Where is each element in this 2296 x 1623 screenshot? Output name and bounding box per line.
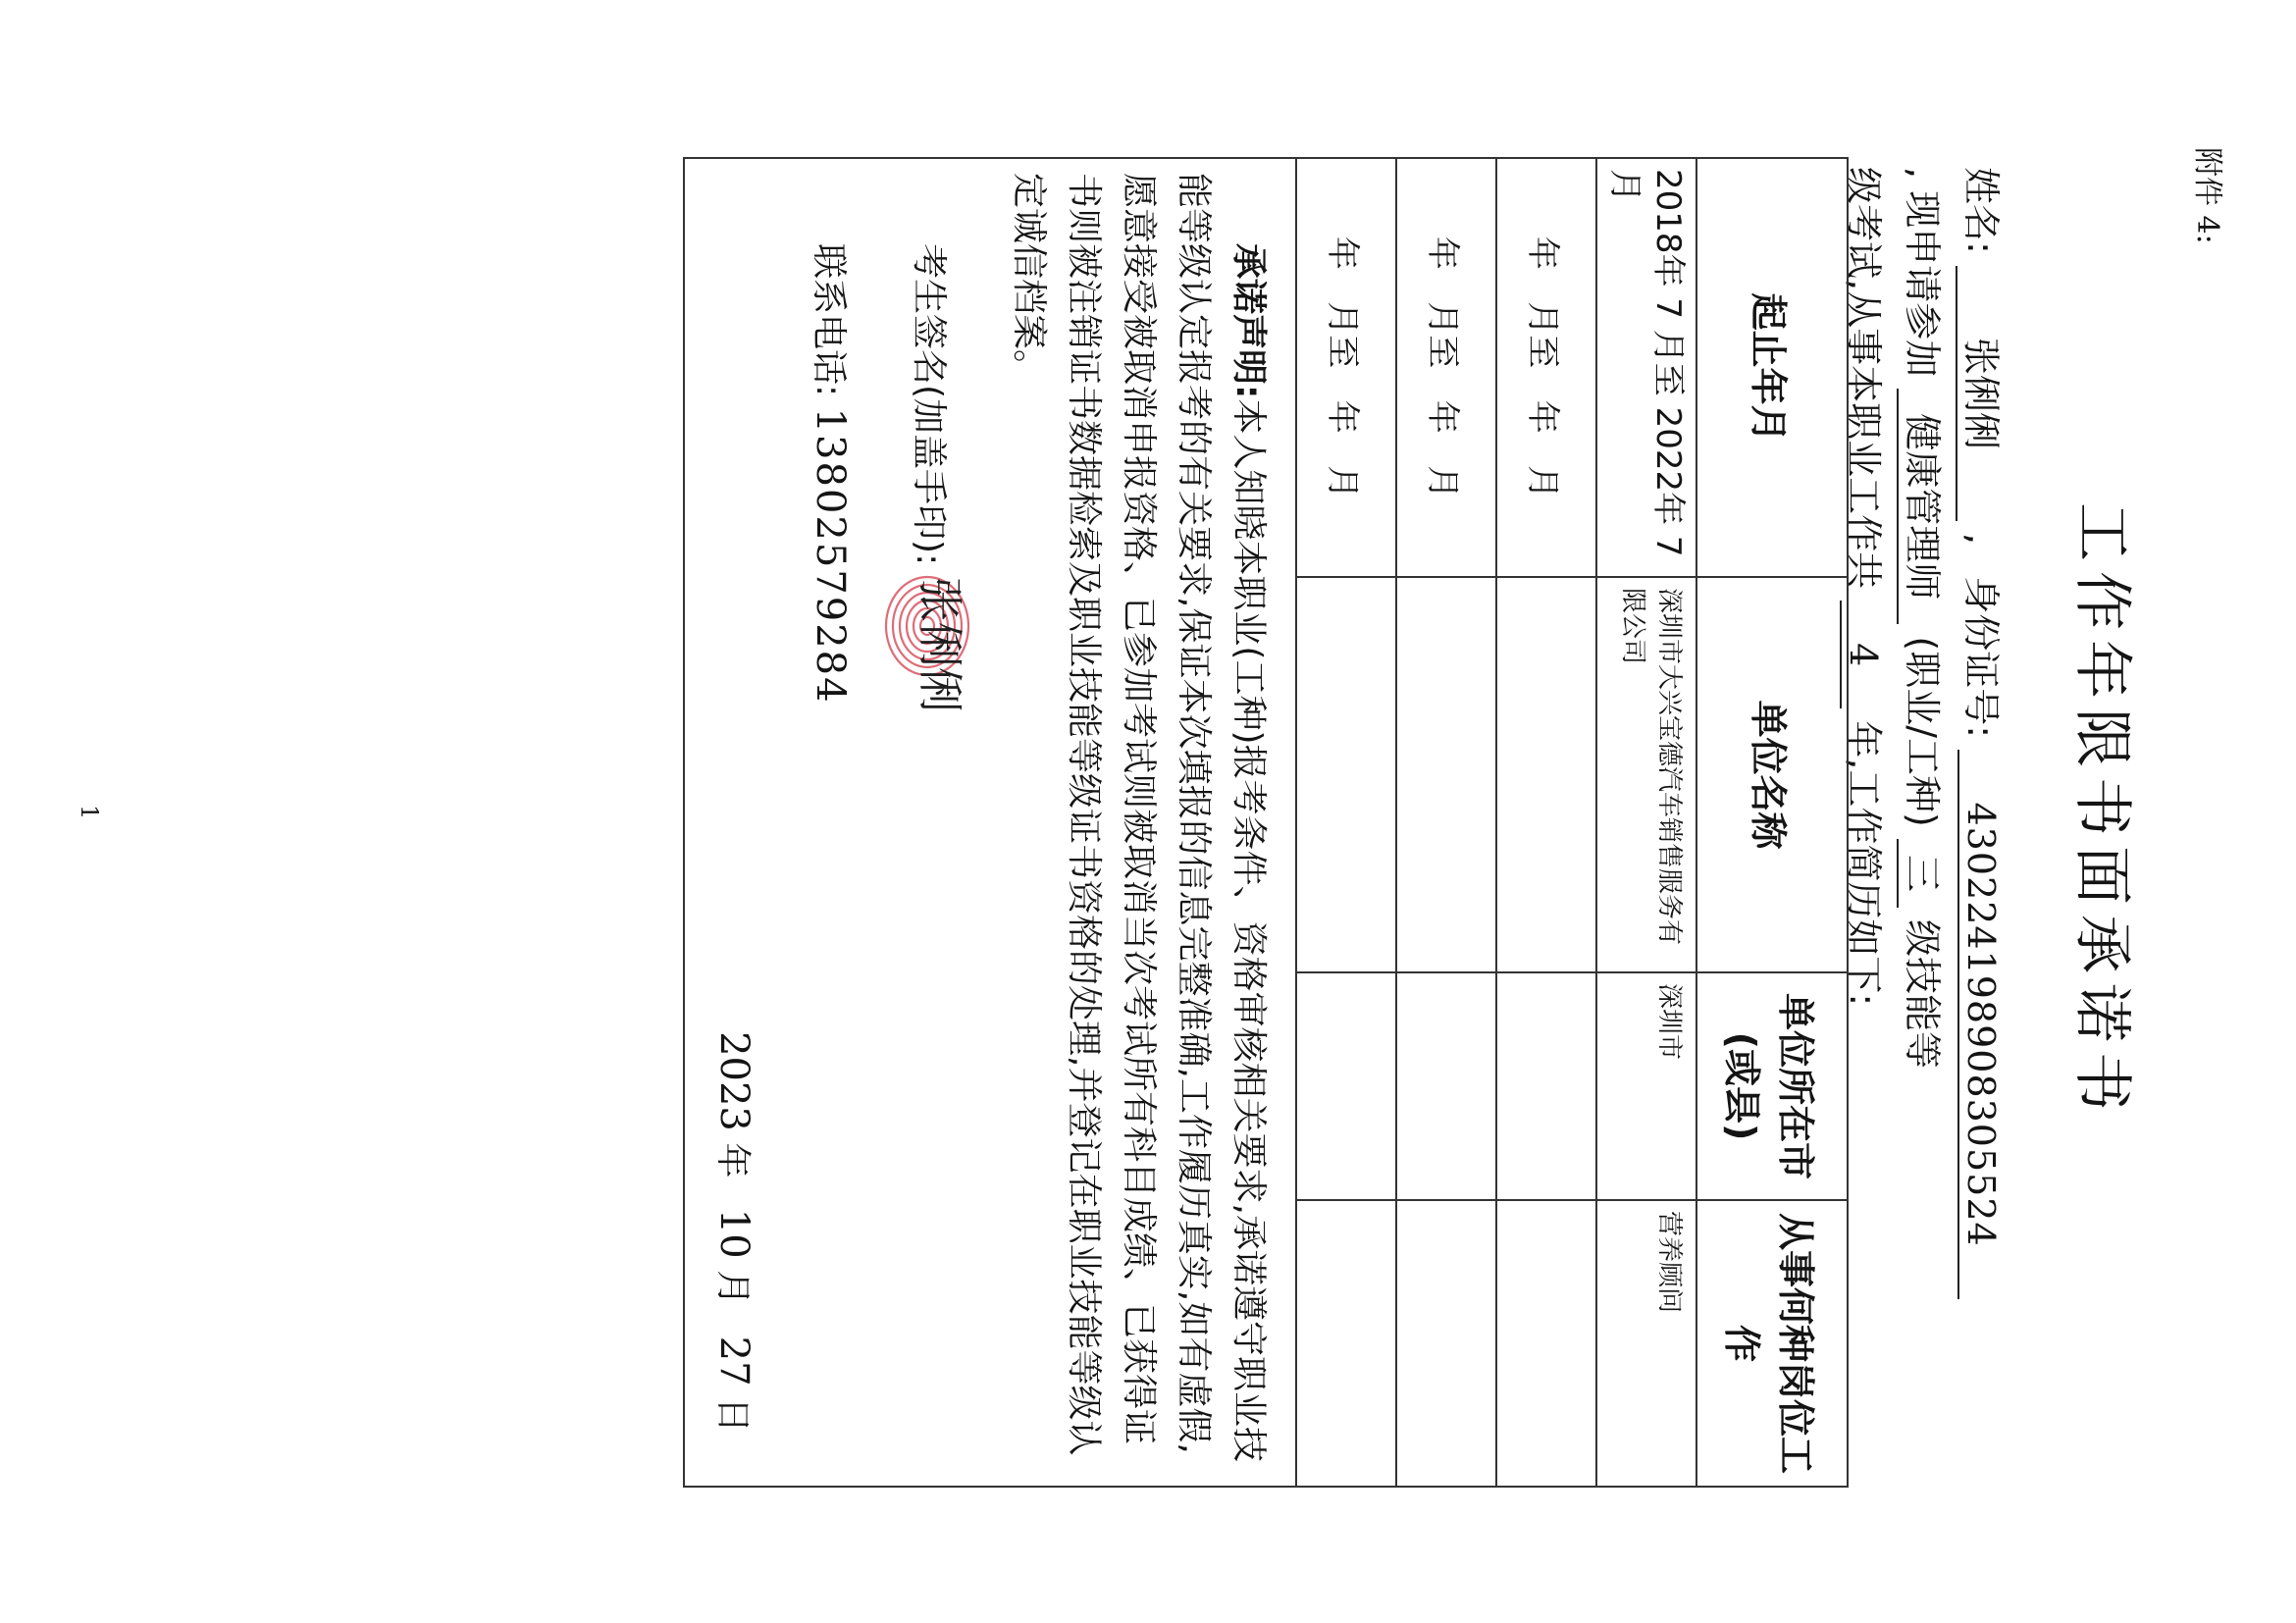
- period-cell: 2018年 7 月至 2022年 7 月: [1596, 158, 1696, 577]
- apply-prefix: 现申请参加: [1901, 190, 1944, 378]
- phone-label: 联系电话:: [808, 243, 849, 397]
- date-line: [704, 173, 761, 1472]
- statement-row: [684, 158, 1296, 1487]
- experience-prefix: 级考试,从事本职业工作共: [1842, 167, 1885, 590]
- signature-handwriting: 张俐俐: [913, 576, 966, 712]
- occupation-suffix: (职业/工种): [1901, 636, 1944, 827]
- table-row: [1496, 158, 1596, 1487]
- city-cell: [1296, 972, 1396, 1200]
- date-day: 27: [710, 1335, 757, 1387]
- signature-label: 考生签名(加盖手印):: [908, 243, 949, 566]
- period-cell: 年 月至 年 月: [1296, 158, 1396, 577]
- date-month-char: 月: [711, 1270, 753, 1306]
- table-header-row: [1696, 158, 1848, 1487]
- position-cell: [1496, 1200, 1596, 1487]
- header-company: 单位名称: [1696, 577, 1848, 972]
- position-cell: [1296, 1200, 1396, 1487]
- date-month: 10: [710, 1208, 757, 1259]
- period-cell: 年 月至 年 月: [1396, 158, 1496, 577]
- table-row: [1396, 158, 1496, 1487]
- intro-line-1: [1956, 167, 2011, 1299]
- level-field: 三: [1897, 839, 1953, 908]
- phone-value: 13802579284: [807, 407, 853, 705]
- city-cell: [1396, 972, 1496, 1200]
- statement-heading: 承诺声明:: [1227, 243, 1269, 399]
- company-cell: [1296, 577, 1396, 972]
- fingerprint-and-signature: [893, 576, 966, 724]
- statement-cell: [684, 158, 1296, 1487]
- position-cell: [1396, 1200, 1496, 1487]
- work-history-table: [683, 157, 1849, 1488]
- signature-line: [893, 173, 966, 1472]
- date-year-char: 年: [711, 1142, 753, 1178]
- page-number: 1: [76, 805, 103, 820]
- company-cell: [1496, 577, 1596, 972]
- header-period: 起止年月: [1696, 158, 1848, 577]
- intro-line-2: [1897, 167, 1953, 1069]
- name-label: 姓名:: [1959, 167, 2003, 254]
- years-field: 4: [1840, 601, 1885, 708]
- city-cell: 深圳市: [1596, 972, 1696, 1200]
- date-year: 2023: [710, 1031, 757, 1131]
- level-suffix: 级技能等: [1901, 919, 1944, 1070]
- occupation-field: 健康管理师: [1897, 389, 1953, 624]
- id-number-field: 430224198908305524: [1957, 750, 2003, 1299]
- header-city: 单位所在市(或县): [1696, 972, 1848, 1200]
- statement-paragraph: [1001, 173, 1276, 1472]
- company-cell: 深圳市大兴宝德汽车销售服务有限公司: [1596, 577, 1696, 972]
- table-row: [1296, 158, 1396, 1487]
- comma: ,: [1959, 533, 2003, 546]
- id-label: 身份证号:: [1959, 576, 2003, 738]
- table-row: [1596, 158, 1696, 1487]
- attachment-label: 附件 4:: [2190, 147, 2224, 244]
- company-cell: [1396, 577, 1496, 972]
- period-cell: 年 月至 年 月: [1496, 158, 1596, 577]
- name-field: 张俐俐: [1956, 266, 2011, 521]
- position-cell: 营养顾问: [1596, 1200, 1696, 1487]
- comma: ,: [1901, 167, 1944, 180]
- experience-suffix: 年,工作简历如下:: [1842, 720, 1885, 1007]
- statement-body: 本人知晓本职业(工种)报考条件、资格审核相关要求,承诺遵守职业技能等级认定报考的有关要求,保证本次填报的信息完整准确,工作履历真实,如有虚假,愿意接受被取消申报资格、已参加考试则被取消当次考试所有科目成绩、已获得证书则被注销证书数据检索及职业技能等级证书资格的处理,并登记在职业技能等级认定诚信档案。: [1008, 173, 1269, 1462]
- phone-line: [801, 173, 858, 1472]
- city-cell: [1496, 972, 1596, 1200]
- header-position: 从事何种岗位工作: [1696, 1200, 1848, 1487]
- date-day-char: 日: [711, 1396, 753, 1433]
- document-title: 工作年限书面承诺书: [2067, 502, 2136, 1121]
